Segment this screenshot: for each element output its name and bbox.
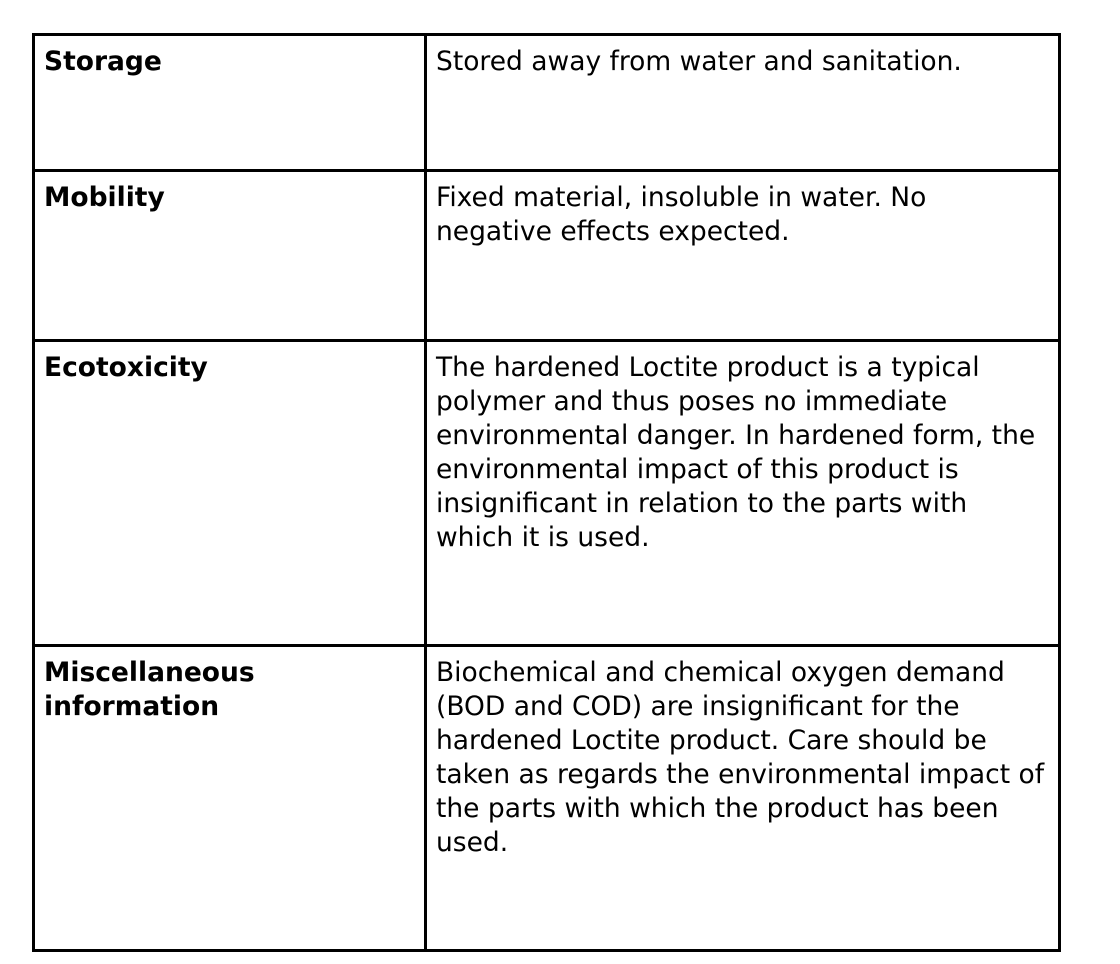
row-label: Miscellaneous information xyxy=(44,657,255,722)
row-label-cell xyxy=(34,171,426,341)
row-label: Mobility xyxy=(44,182,165,213)
table-row-miscellaneous-information xyxy=(34,646,1060,951)
table-row-storage xyxy=(34,35,1060,171)
row-value-cell xyxy=(426,171,1060,341)
environmental-info-table xyxy=(32,33,1061,952)
row-value-cell xyxy=(426,35,1060,171)
row-value-cell xyxy=(426,646,1060,951)
row-label: Storage xyxy=(44,46,162,77)
row-value: Fixed material, insoluble in water. No negative effects expected. xyxy=(436,182,927,247)
row-label-cell xyxy=(34,646,426,951)
table-row-mobility xyxy=(34,171,1060,341)
row-value: Biochemical and chemical oxygen demand (BOD and COD) are insignificant for the hardened Loctite product. Care should be taken as regards the environmental impact of the parts with which the product has been used. xyxy=(436,657,1045,858)
row-value-cell xyxy=(426,341,1060,646)
row-value: The hardened Loctite product is a typical polymer and thus poses no immediate environmental danger. In hardened form, the environmental impact of this product is insignificant in relation to the parts with which it is used. xyxy=(436,352,1036,553)
row-label: Ecotoxicity xyxy=(44,352,208,383)
table-row-ecotoxicity xyxy=(34,341,1060,646)
row-label-cell xyxy=(34,35,426,171)
row-value: Stored away from water and sanitation. xyxy=(436,46,962,77)
row-label-cell xyxy=(34,341,426,646)
